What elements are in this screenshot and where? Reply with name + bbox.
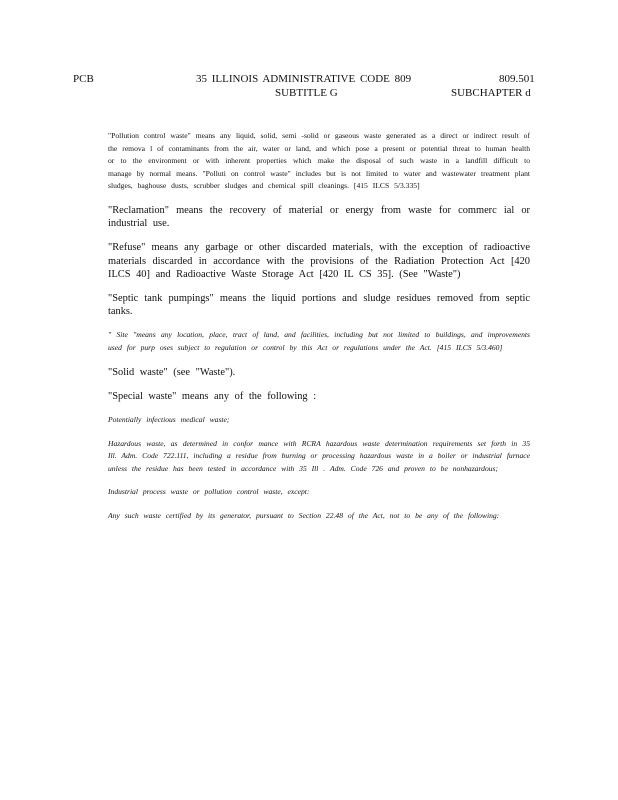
definition-special-waste: "Special waste" means any of the following : — [108, 390, 317, 402]
special-waste-item-industrial: Industrial process waste or pollution control waste, except: — [108, 487, 310, 497]
definition-pollution-control-waste: "Pollution control waste" means any liquid, solid, semi -solid or gaseous waste generated as a direct or indirect result of the remova l of contaminants from the air, water or land, and which pose a present or potential threat to human health or to the environment or with inherent properties which make the disposal of such waste in a landfill difficult to manage by normal means. "Polluti on control waste" includes but is not limited to water and wastewater treatment plant sludges, baghouse dusts, scrubber sludges and chemical spill cleanings. [415 ILCS 5/3.335] — [108, 131, 530, 191]
special-waste-item-hazardous: Hazardous waste, as determined in confor mance with RCRA hazardous waste determination requirements set forth in 35 Ill. Adm. Code 722.111, including a residue from burning or processing hazardous waste in a boiler or industrial furnace unless the residue has been tested in accordance with 35 Ill . Adm. Code 726 and proven to be nonhazardous; — [108, 438, 531, 473]
header-left: PCB — [73, 73, 94, 85]
definition-reclamation: "Reclamation" means the recovery of material or energy from waste for commerc ial or industrial use. — [108, 204, 530, 230]
header-title: 35 ILLINOIS ADMINISTRATIVE CODE 809 — [196, 73, 412, 85]
definition-refuse: "Refuse" means any garbage or other discarded materials, with the exception of radioactive materials discarded in accordance with the provisions of the Radiation Protection Act [420 ILCS 40] and Radioactive Waste Storage Act [420 IL CS 35]. (See "Waste") — [108, 242, 530, 280]
special-waste-item-medical: Potentially infectious medical waste; — [108, 414, 230, 424]
header-section-number: 809.501 — [499, 73, 535, 85]
header-subtitle: SUBTITLE G — [275, 87, 338, 99]
definition-site: " Site "means any location, place, tract of land, and facilities, including but not limited to buildings, and improvements used for purp oses subject to regulation or control by this Act or regulations under the Act. [415 ILCS 5/3.460] — [108, 330, 530, 352]
special-waste-item-certified: Any such waste certified by its generator, pursuant to Section 22.48 of the Act, not to be any of the following: — [108, 510, 500, 520]
document-body — [108, 130, 530, 523]
definition-septic-tank-pumpings: "Septic tank pumpings" means the liquid portions and sludge residues removed from septic tanks. — [108, 292, 530, 318]
header-subchapter: SUBCHAPTER d — [451, 87, 531, 99]
definition-solid-waste: "Solid waste" (see "Waste"). — [108, 366, 236, 378]
